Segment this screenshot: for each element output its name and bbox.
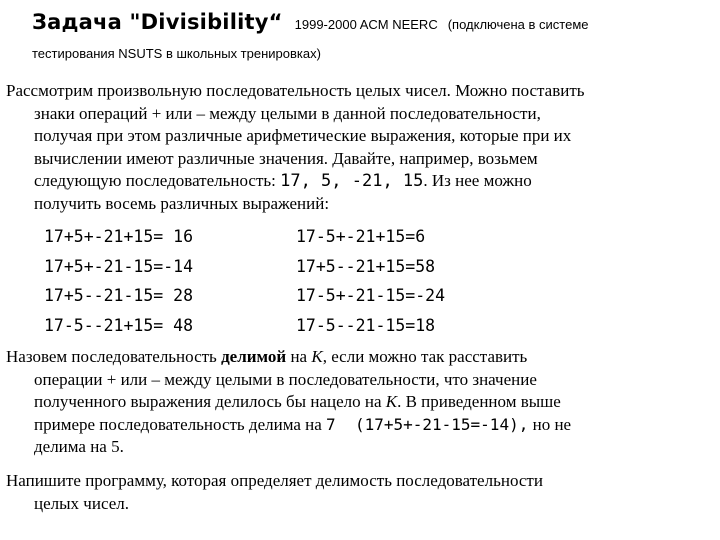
term-divisible: делимой (221, 347, 287, 366)
expression-left: 17+5+-21-15=-14 (44, 256, 194, 276)
expression-right: 17-5--21-15=18 (296, 315, 436, 335)
title-main: Задача "Divisibility“ (32, 10, 283, 34)
paragraph-line: Напишите программу, которая определяет делимость последовательности (6, 471, 543, 490)
paragraph-line: получить восемь различных выражений: (34, 193, 330, 213)
expression-row (44, 315, 544, 345)
paragraph-line: операции + или – между целыми в последовательности, что значение (34, 369, 537, 389)
paragraph-line: вычислении имеют различные значения. Давайте, например, возьмем (34, 148, 538, 168)
page-title (32, 10, 589, 34)
paragraph-line: делима на 5. (34, 437, 124, 457)
expression-left: 17+5--21-15= 28 (44, 286, 194, 305)
paragraph-text: Назовем последовательность (6, 347, 222, 366)
title-note-continued: тестирования NSUTS в школьных тренировках) (32, 46, 321, 61)
paragraph-text: следующую последовательность: (34, 171, 281, 191)
title-year: 1999-2000 ACM NEERC (294, 17, 438, 32)
paragraph-text: но не (528, 414, 572, 434)
paragraph-text: . В приведенном выше (397, 392, 561, 412)
paragraph-line: получая при этом различные арифметические выражения, которые при их (34, 126, 572, 146)
paragraph-text: на (286, 347, 312, 366)
expression-left: 17+5+-21+15= 16 (44, 227, 194, 246)
paragraph-line (6, 346, 706, 369)
variable-k: K (311, 347, 323, 366)
paragraph-text: примере последовательность делима на (34, 414, 327, 434)
variable-k: K (385, 392, 398, 412)
expression-right: 17-5+-21-15=-24 (296, 286, 446, 305)
expression-right: 17-5+-21+15=6 (296, 227, 426, 246)
paragraph-line (6, 391, 706, 414)
title-note: (подключена в системе (447, 17, 589, 32)
paragraph-line: Рассмотрим произвольную последовательность целых чисел. Можно поставить (6, 81, 585, 100)
paragraph-task (6, 470, 706, 515)
paragraph-definition (6, 346, 706, 459)
code-example: 7 (17+5+-21-15=-14), (326, 414, 529, 434)
paragraph-line (6, 170, 706, 193)
expression-right: 17+5--21+15=58 (296, 256, 436, 276)
expression-row (44, 285, 544, 315)
paragraph-intro (6, 80, 706, 216)
paragraph-line: знаки операций + или – между целыми в данной последовательности, (34, 103, 541, 123)
paragraph-line (6, 414, 706, 437)
paragraph-text: , если можно так расставить (322, 347, 528, 366)
paragraph-text: . Из нее можно (423, 171, 532, 191)
expression-left: 17-5--21+15= 48 (44, 315, 194, 335)
expression-row (44, 226, 544, 256)
paragraph-text: полученного выражения делилось бы нацело на (34, 392, 386, 412)
sequence-example: 17, 5, -21, 15 (280, 171, 424, 192)
expressions-list (44, 226, 544, 344)
paragraph-line: целых чисел. (34, 493, 129, 513)
expression-row (44, 256, 544, 286)
